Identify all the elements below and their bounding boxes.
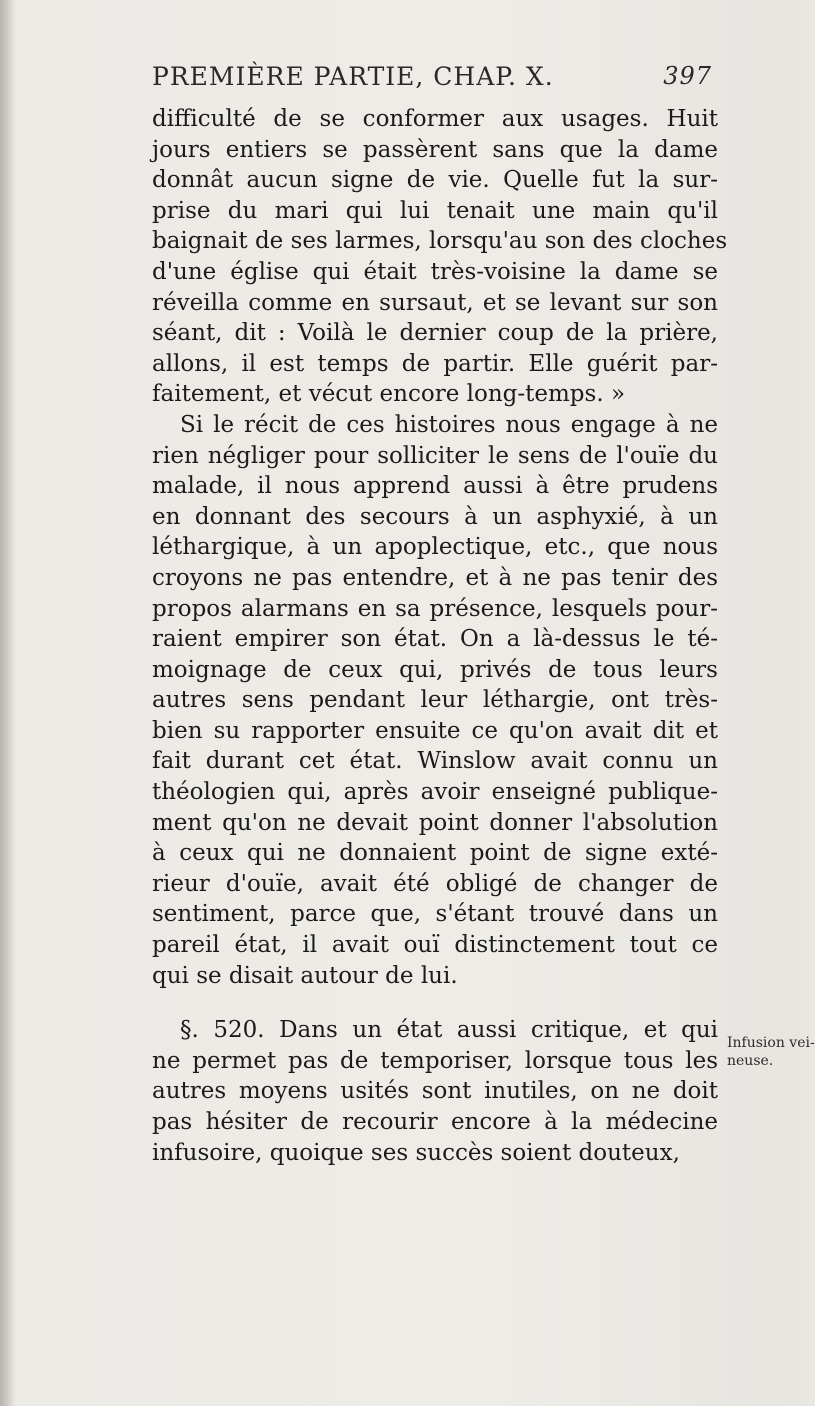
margin-note-line: neuse. [727, 1053, 774, 1069]
page-number: 397 [663, 62, 712, 90]
text-line: qui se disait autour de lui. [152, 962, 458, 989]
text-line: réveilla comme en sursaut, et se levant sur son [152, 289, 718, 316]
chapter-heading: PREMIÈRE PARTIE, CHAP. X. [152, 62, 554, 91]
text-line: difficulté de se conformer aux usages. Huit [152, 106, 718, 132]
text-line: donnât aucun signe de vie. Quelle fut la sur- [152, 167, 718, 194]
text-line: bien su rapporter ensuite ce qu'on avait dit et [152, 717, 718, 744]
text-line: allons, il est temps de partir. Elle guérit par- [152, 350, 718, 377]
text-line: autres sens pendant leur léthargie, ont très- [152, 687, 718, 714]
body-text [152, 104, 728, 1168]
text-line: propos alarmans en sa présence, lesquels pour- [152, 595, 718, 622]
text-line: théologien qui, après avoir enseigné publique- [152, 779, 718, 806]
page-gutter-shadow [0, 0, 14, 1406]
text-line: raient empirer son état. On a là-dessus le té- [152, 626, 718, 653]
paragraph-gap [152, 991, 718, 1015]
text-line: ne permet pas de temporiser, lorsque tous les [152, 1047, 718, 1074]
text-line: infusoire, quoique ses succès soient douteux, [152, 1139, 680, 1166]
text-line-indented: §. 520. Dans un état aussi critique, et qui [180, 1017, 718, 1044]
text-line: pas hésiter de recourir encore à la médecine [152, 1109, 718, 1135]
running-head [152, 62, 712, 91]
text-line: pareil état, il avait ouï distinctement tout ce [152, 932, 718, 959]
text-line: séant, dit : Voilà le dernier coup de la prière, [152, 320, 718, 347]
text-line: ment qu'on ne devait point donner l'absolution [152, 809, 718, 836]
text-line: à ceux qui ne donnaient point de signe exté- [152, 840, 718, 867]
text-line: en donnant des secours à un asphyxié, à un [152, 503, 718, 530]
text-line: rien négliger pour solliciter le sens de l'ouïe du [152, 442, 718, 469]
text-line: autres moyens usités sont inutiles, on ne doit [152, 1078, 718, 1105]
margin-note [727, 1034, 815, 1070]
text-line-indented: Si le récit de ces histoires nous engage à ne [180, 411, 718, 438]
text-line: baignait de ses larmes, lorsqu'au son des cloches [152, 228, 728, 255]
text-line: faitement, et vécut encore long-temps. » [152, 381, 626, 408]
text-line: léthargique, à un apoplectique, etc., que nous [152, 534, 718, 561]
text-line: malade, il nous apprend aussi à être prudens [152, 473, 718, 500]
text-line: jours entiers se passèrent sans que la dame [152, 136, 718, 163]
text-line: prise du mari qui lui tenait une main qu'il [152, 197, 718, 224]
text-line: rieur d'ouïe, avait été obligé de changer de [152, 870, 718, 897]
text-line: moignage de ceux qui, privés de tous leurs [152, 656, 718, 683]
text-line: croyons ne pas entendre, et à ne pas tenir des [152, 564, 718, 591]
text-line: fait durant cet état. Winslow avait connu un [152, 748, 718, 775]
text-line: d'une église qui était très-voisine la dame se [152, 258, 718, 285]
text-line: sentiment, parce que, s'étant trouvé dans un [152, 901, 718, 928]
margin-note-line: Infusion vei- [727, 1035, 815, 1051]
